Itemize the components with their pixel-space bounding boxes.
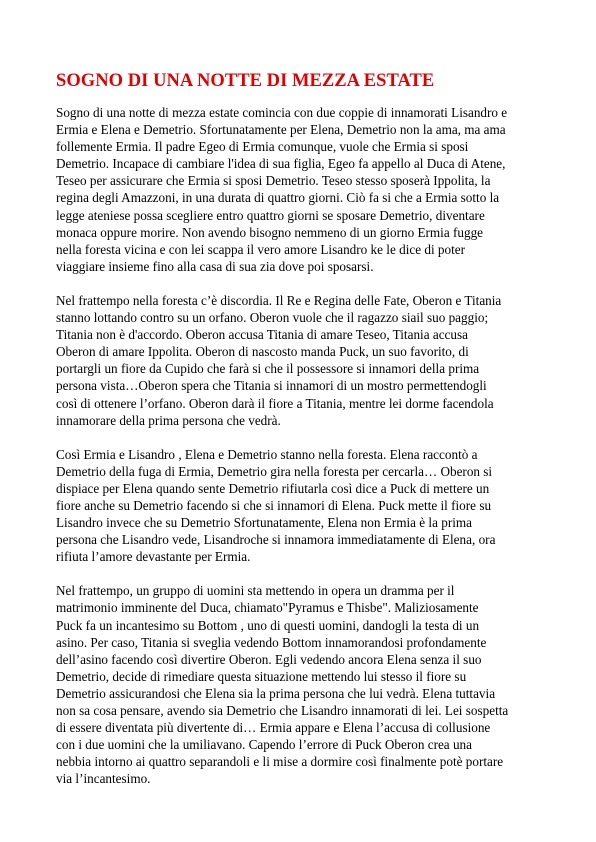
text-line: rifiuta l’amore devastante per Ermia. (56, 549, 251, 565)
text-line: con i due uomini che la umiliavano. Capendo l’errore di Puck Oberon crea una (56, 737, 472, 753)
text-line: via l’incantesimo. (56, 771, 151, 787)
text-line: dell’asino facendo così divertire Oberon. Egli vedendo ancora Elena senza il suo (56, 651, 482, 667)
text-line: Ermia e Elena e Demetrio. Sfortunatamente per Elena, Demetrio non la ama, ma ama (56, 122, 506, 138)
text-line: legge ateniese possa scegliere entro quattro giorni se sposare Demetrio, diventare (56, 207, 485, 223)
text-line: portargli un fiore da Cupido che farà si che il possessore si innamori della prima (56, 361, 480, 377)
text-line: regina degli Amazzoni, in una durata di quattro giorni. Ciò fa si che a Ermia sotto la (56, 190, 500, 206)
text-line: Così Ermia e Lisandro , Elena e Demetrio stanno nella foresta. Elena raccontò a (56, 446, 478, 462)
text-line: asino. Per caso, Titania si sveglia vedendo Bottom innamorandosi profondamente (56, 634, 487, 650)
text-line: nella foresta vicina e con lei scappa il vero amore Lisandro ke le dice di poter (56, 241, 466, 257)
text-line: Nel frattempo nella foresta c’è discordia. Il Re e Regina delle Fate, Oberon e Titania (56, 292, 502, 308)
paragraph-3 (56, 446, 546, 566)
text-line: follemente Ermia. Il padre Egeo di Ermia comunque, vuole che Ermia si sposi (56, 139, 469, 155)
paragraph-4 (56, 582, 546, 787)
text-line: fiore anche su Demetrio facendo si che si innamori di Elena. Puck mette il fiore su (56, 497, 492, 513)
document-page (56, 70, 546, 804)
text-line: Demetrio, decide di rimediare questa situazione mettendo lui stesso il fiore su (56, 668, 467, 684)
text-line: stanno lottando contro su un orfano. Oberon vuole che il ragazzo siail suo paggio; (56, 310, 489, 326)
text-line: Demetrio assicurandosi che Elena sia la prima persona che lui vedrà. Elena tuttavia (56, 685, 496, 701)
text-line: Teseo per assicurare che Ermia si sposi Demetrio. Teseo stesso sposerà Ippolita, la (56, 173, 491, 189)
text-line: Puck fa un incantesimo su Bottom , uno di questi uomini, dandogli la testa di un (56, 617, 480, 633)
text-line: persona vista…Oberon spera che Titania si innamori di un mostro permettendogli (56, 378, 487, 394)
text-line: di essere diventata più divertente di… Ermia appare e Elena l’accusa di collusione (56, 720, 491, 736)
text-line: persona che Lisandro vede, Lisandroche si innamora immediatamente di Elena, ora (56, 532, 496, 548)
text-line: Titania non è d'accordo. Oberon accusa Titania di amare Teseo, Titania accusa (56, 327, 468, 343)
text-line: Oberon di amare Ippolita. Oberon di nascosto manda Puck, un suo favorito, di (56, 344, 469, 360)
text-line: così di ottenere l’orfano. Oberon darà il fiore a Titania, mentre lei dorme facendola (56, 395, 494, 411)
text-line: Sogno di una notte di mezza estate comincia con due coppie di innamorati Lisandro e (56, 105, 508, 120)
text-line: innamorare della prima persona che vedrà. (56, 412, 281, 428)
text-line: monaca oppure morire. Non avendo bisogno nemmeno di un giorno Ermia fugge (56, 224, 484, 240)
text-line: Demetrio. Incapace di cambiare l'idea di sua figlia, Egeo fa appello al Duca di Atene, (56, 156, 506, 172)
text-line: Lisandro invece che su Demetrio Sfortunatamente, Elena non Ermia è la prima (56, 515, 472, 531)
document-title: SOGNO DI UNA NOTTE DI MEZZA ESTATE (56, 71, 435, 91)
text-line: Demetrio della fuga di Ermia, Demetrio gira nella foresta per cercarla… Oberon si (56, 463, 493, 479)
text-line: Nel frattempo, un gruppo di uomini sta mettendo in opera un dramma per il (56, 583, 455, 599)
text-line: dispiace per Elena quando sente Demetrio rifiutarla così dice a Puck di mettere un (56, 480, 490, 496)
text-line: matrimonio imminente del Duca, chiamato"Pyramus e Thisbe". Maliziosamente (56, 600, 479, 616)
text-line: nebbia intorno ai quattro separandoli e li mise a dormire così finalmente potè portare (56, 754, 504, 770)
paragraph-2 (56, 292, 546, 429)
text-line: non sa cosa pensare, avendo sia Demetrio che Lisandro innamorati di lei. Lei sospetta (56, 703, 509, 718)
paragraph-1 (56, 104, 546, 275)
text-line: viaggiare insieme fino alla casa di sua zia dove poi sposarsi. (56, 258, 374, 274)
